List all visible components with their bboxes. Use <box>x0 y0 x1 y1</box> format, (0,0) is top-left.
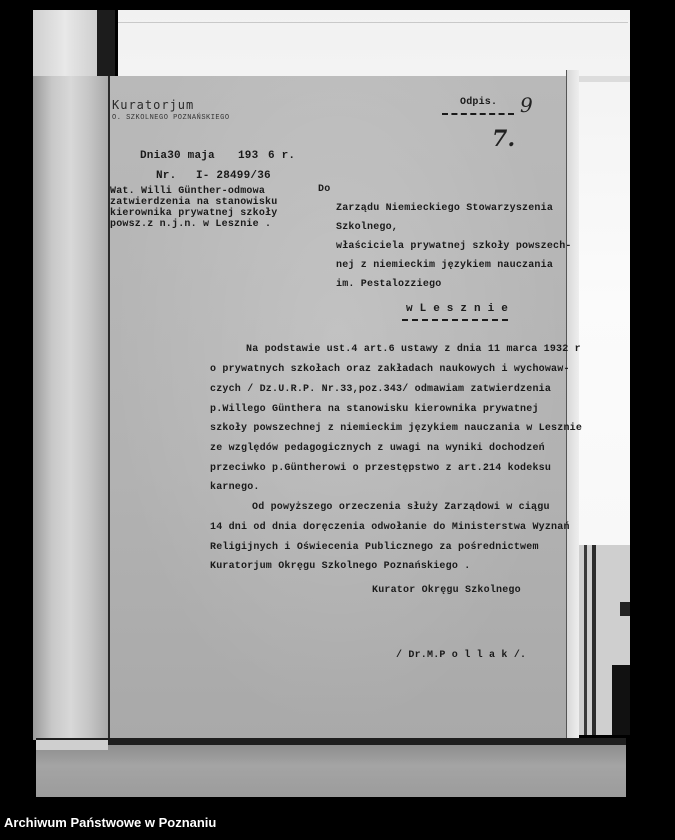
city-underline <box>402 319 508 321</box>
binding-edge <box>108 76 110 740</box>
org-subtitle: O. SZKOLNEGO POZNAŃSKIEGO <box>112 114 230 122</box>
copy-label: Odpis. <box>460 97 498 108</box>
reference-label: Nr. <box>156 170 177 182</box>
page-number-handwritten: 9 <box>520 93 533 117</box>
archive-name: Archiwum Państwowe w Poznaniu <box>4 815 217 830</box>
body-line: o prywatnych szkołach oraz zakładach naukowych i wychowaw- <box>210 364 570 375</box>
back-page-line <box>118 22 628 23</box>
handwritten-mark: 7. <box>492 126 516 152</box>
subject-line: zatwierdzenia na stanowisku <box>110 197 278 208</box>
addressee-line: Zarządu Niemieckiego Stowarzyszenia <box>336 203 554 214</box>
signature-name: / Dr.M.P o l l a k /. <box>396 650 527 661</box>
subject-line: powsz.z n.j.n. w Lesznie . <box>110 219 272 230</box>
addressee-prefix: Do <box>318 184 331 195</box>
date-year-prefix: 193 <box>238 150 259 162</box>
date-month: maja <box>187 150 215 162</box>
binding-strip <box>33 76 109 740</box>
reference-number: I- 28499/36 <box>196 170 271 182</box>
binding-top <box>33 10 97 76</box>
fold-tab <box>620 602 630 616</box>
body-line: przeciwko p.Güntherowi o przestępstwo z art.214 kodeksu <box>210 463 552 474</box>
signature-title: Kurator Okręgu Szkolnego <box>372 585 521 596</box>
bottom-light <box>36 740 108 750</box>
org-name: Kuratorjum <box>112 98 195 112</box>
body-line: Religijnych i Oświecenia Publicznego za pośrednictwem <box>210 542 539 553</box>
date-prefix: Dnia <box>140 150 168 162</box>
body-line: p.Willego Günthera na stanowisku kierownika prywatnej <box>210 404 539 415</box>
date-line <box>140 150 215 162</box>
body-line: ze względów pedagogicznych z uwagi na wyniki dochodzeń <box>210 443 545 454</box>
subject-line: kierownika prywatnej szkoły <box>110 208 278 219</box>
date-year-suffix: 6 r. <box>268 150 296 162</box>
fold-line <box>584 545 587 735</box>
body-line: Na podstawie ust.4 art.6 ustawy z dnia 11 marca 1932 r <box>246 344 581 355</box>
addressee-line: właściciela prywatnej szkoły powszech- <box>336 241 572 252</box>
body-line: 14 dni od dnia doręczenia odwołanie do Ministerstwa Wyznań <box>210 522 570 533</box>
date-day: 30 <box>167 150 181 162</box>
binding-shadow <box>97 10 115 80</box>
addressee-city: w L e s z n i e <box>406 303 509 315</box>
body-line: Kuratorjum Okręgu Szkolnego Poznańskiego . <box>210 561 471 572</box>
bottom-strip <box>36 745 626 797</box>
subject-line: Wat. Willi Günther-odmowa <box>110 186 266 197</box>
fold-shadow <box>612 665 630 735</box>
body-line: szkoły powszechnej z niemieckim językiem nauczania w Lesznie <box>210 423 583 434</box>
addressee-line: im. Pestalozziego <box>336 279 442 290</box>
body-line: czych / Dz.U.R.P. Nr.33,poz.343/ odmawiam zatwierdzenia <box>210 384 552 395</box>
copy-underline <box>442 113 514 115</box>
body-line: karnego. <box>210 482 260 493</box>
addressee-line: Szkolnego, <box>336 222 399 233</box>
addressee-line: nej z niemieckim językiem nauczania <box>336 260 554 271</box>
body-line: Od powyższego orzeczenia służy Zarządowi w ciągu <box>252 502 550 513</box>
sheet-edge <box>566 70 579 738</box>
fold-line <box>592 545 596 735</box>
